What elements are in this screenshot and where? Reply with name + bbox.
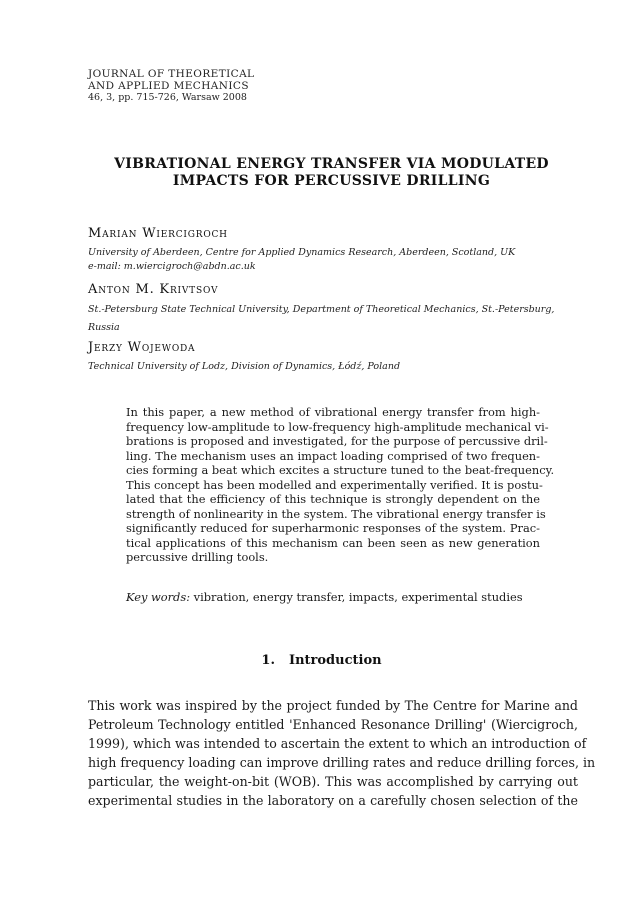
journal-volume-info: 46, 3, pp. 715-726, Warsaw 2008 xyxy=(88,92,247,103)
abstract xyxy=(126,405,555,565)
journal-name-line1: JOURNAL OF THEORETICAL xyxy=(88,68,255,80)
body-line: high frequency loading can improve drilling rates and reduce drilling forces, in xyxy=(88,755,596,770)
journal-name-line2: AND APPLIED MECHANICS xyxy=(88,79,249,92)
abstract-line: percussive drilling tools. xyxy=(126,550,269,564)
body-line: This work was inspired by the project funded by The Centre for Marine and xyxy=(88,698,578,713)
author-name: Anton M. Krivtsov xyxy=(88,282,219,297)
keywords-list: vibration, energy transfer, impacts, experimental studies xyxy=(193,590,523,604)
paper-title-line2: IMPACTS FOR PERCUSSIVE DRILLING xyxy=(172,173,491,189)
journal-header xyxy=(88,69,254,104)
body-line: 1999), which was intended to ascertain the extent to which an introduction of xyxy=(88,736,587,751)
body-line: particular, the weight-on-bit (WOB). This was accomplished by carrying out xyxy=(88,774,578,789)
abstract-line: ling. The mechanism uses an impact loading comprised of two frequen- xyxy=(126,448,540,463)
keywords xyxy=(126,590,523,604)
abstract-line: frequency low-amplitude to low-frequency high-amplitude mechanical vi- xyxy=(126,419,549,434)
abstract-line: strength of nonlinearity in the system. The vibrational energy transfer is xyxy=(126,506,546,521)
abstract-line: significantly reduced for superharmonic responses of the system. Prac- xyxy=(126,521,540,535)
abstract-line: lated that the efficiency of this technique is strongly dependent on the xyxy=(126,492,540,506)
affiliation-line: Russia xyxy=(88,322,120,333)
affiliation-line: St.-Petersburg State Technical University, Department of Theoretical Mechanics, St.-Petersburg, xyxy=(88,304,555,315)
body-line: Petroleum Technology entitled 'Enhanced Resonance Drilling' (Wiercigroch, xyxy=(88,717,578,732)
affiliation-line: Technical University of Lodz, Division of Dynamics, Łódź, Poland xyxy=(88,361,401,372)
abstract-line: brations is proposed and investigated, for the purpose of percussive dril- xyxy=(126,434,548,448)
author-affiliation xyxy=(88,246,588,274)
author-affiliation xyxy=(88,303,588,335)
affiliation-line: University of Aberdeen, Centre for Applied Dynamics Research, Aberdeen, Scotland, UK xyxy=(88,247,516,258)
section-number: 1. xyxy=(261,653,275,668)
section-heading xyxy=(0,653,643,668)
author-name: Marian Wiercigroch xyxy=(88,226,228,241)
abstract-line: tical applications of this mechanism can been seen as new generation xyxy=(126,535,540,550)
body-line: experimental studies in the laboratory on a carefully chosen selection of the xyxy=(88,793,578,808)
author-name: Jerzy Wojewoda xyxy=(88,340,196,355)
paper-title-line1: VIBRATIONAL ENERGY TRANSFER VIA MODULATED xyxy=(114,156,549,172)
keywords-label: Key words: xyxy=(126,590,191,604)
author-email: e-mail: m.wiercigroch@abdn.ac.uk xyxy=(88,261,256,272)
paper-title xyxy=(60,156,603,190)
abstract-line: This concept has been modelled and experimentally verified. It is postu- xyxy=(126,477,543,492)
section-title: Introduction xyxy=(288,653,382,668)
body-paragraph xyxy=(88,696,596,810)
abstract-line: cies forming a beat which excites a structure tuned to the beat-frequency. xyxy=(126,463,555,477)
author-affiliation xyxy=(88,360,588,374)
abstract-line: In this paper, a new method of vibrational energy transfer from high- xyxy=(126,405,540,419)
